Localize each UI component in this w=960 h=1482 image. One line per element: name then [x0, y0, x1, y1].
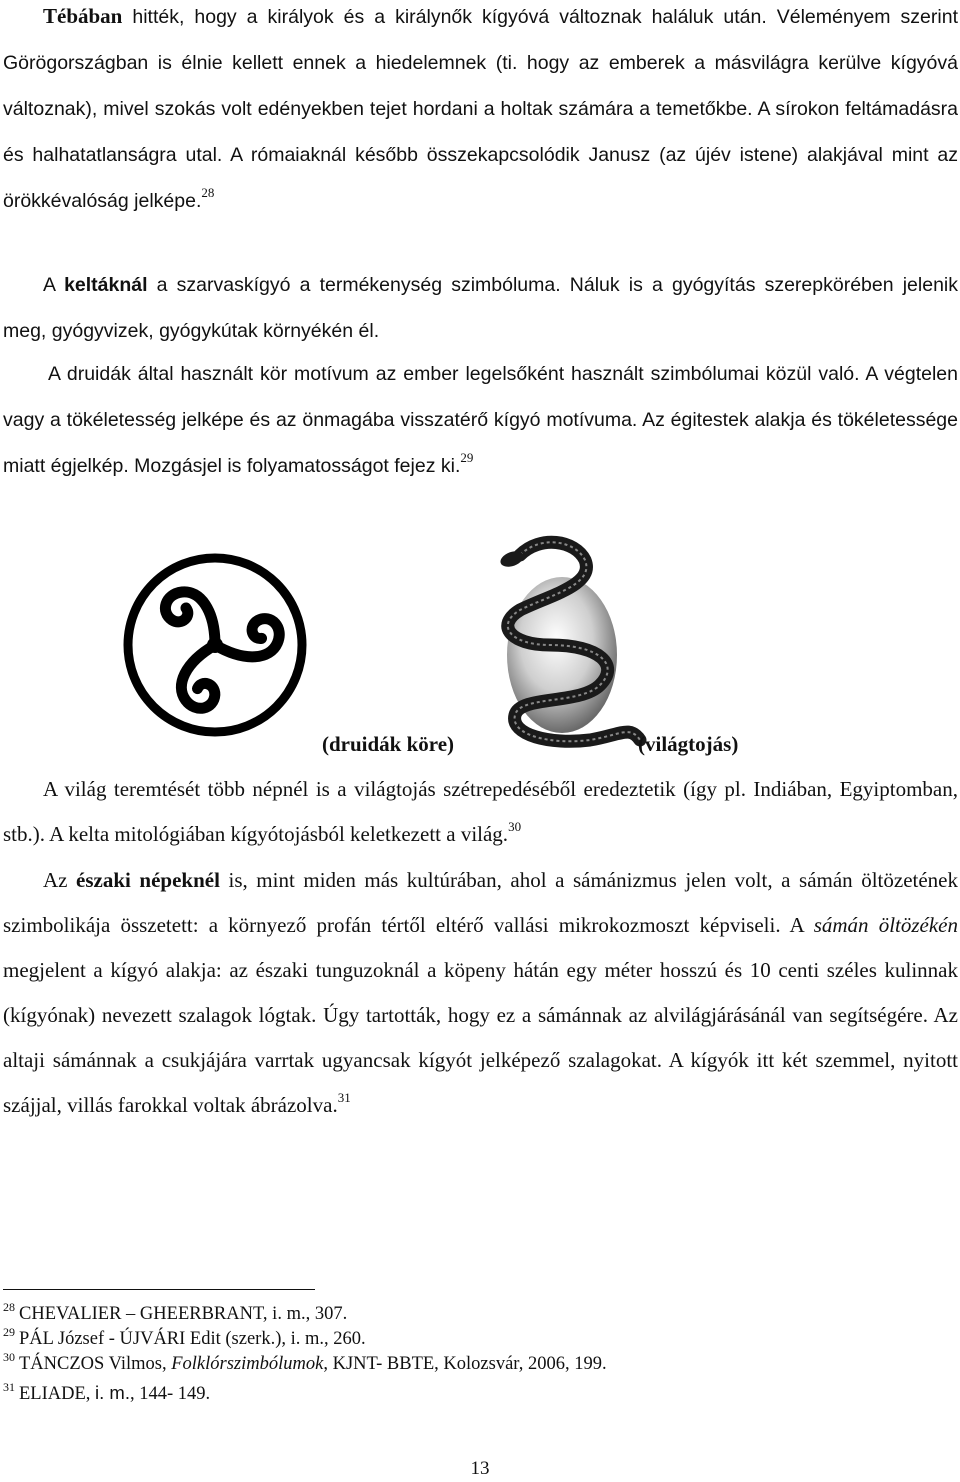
caption-vilagtojas: (világtojás) [638, 732, 739, 756]
footnote-text: PÁL József - ÚJVÁRI Edit (szerk.), i. m., 260. [19, 1329, 366, 1349]
page-number: 13 [470, 1458, 490, 1479]
paragraph-lead: Az [43, 868, 77, 892]
footnote-28 [3, 1299, 348, 1326]
paragraph-text: is, mint miden más kultúrában, ahol a sámánizmus jelen volt, a sámán öltözetének szimbolikája összetett: a környező profán tértől eltérő vallási mikrokozmoszt képviseli. A [3, 868, 959, 937]
footnote-text: , KJNT- BBTE, Kolozsvár, 2006, 199. [323, 1354, 607, 1374]
footnote-ref: 28 [201, 185, 215, 200]
italic-term: sámán öltözékén [813, 913, 958, 937]
bold-term-teba: Tébában [43, 4, 123, 28]
paragraph-text: hitték, hogy a királyok és a királynők kígyóvá változnak haláluk után. Véleményem szerint Görögországban is élnie kellett ennek a hiedelemnek (ti. hogy az emberek a másvilágra kerülve kígyóvá változnak), mivel szokás volt edényekben tejet hordani a holtak számára a temetőkbe. A sírokon feltámadásra és halhatatlanságra utal. A rómaiaknál később összekapcsolódik Janusz (az újév istene) alakjával mint az örökkévalóság jelképe. [3, 6, 958, 212]
paragraph-text: A világ teremtését több népnél is a világtojás szétrepedéséből eredeztetik (így pl. Indiában, Egyiptomban, stb.). A kelta mitológiában kígyótojásból keletkezett a világ. [3, 777, 958, 846]
paragraph-text: megjelent a kígyó alakja: az északi tunguzoknál a köpeny hátán egy méter hosszú és 10 centi széles kulinnak (kígyónak) nevezett szalagok lógtak. Úgy tartották, hogy ez a sámánnak az alvilágjárásánál van segítségére. Az altaji sámánnak a csukjájára varrtak ugyancsak kígyót jelképező szalagokat. A kígyók itt két szemmel, nyitott szájjal, villás farokkal voltak ábrázolva. [3, 958, 958, 1117]
footnote-text: CHEVALIER – GHEERBRANT, i. m., 307. [19, 1304, 348, 1324]
serpent-egg-icon [490, 535, 650, 755]
paragraph-keltak [3, 262, 958, 354]
footnote-ref: 31 [337, 1090, 351, 1105]
paragraph-druidak [3, 351, 958, 489]
footnote-text: ELIADE, [19, 1384, 96, 1404]
footnote-text: TÁNCZOS Vilmos, [19, 1354, 172, 1374]
footnote-number: 29 [3, 1324, 15, 1339]
footnote-30 [3, 1349, 607, 1376]
paragraph-eszaki-nepek [3, 858, 958, 1128]
paragraph-lead: A [43, 274, 65, 296]
footnote-italic: Folklórszimbólumok [171, 1354, 324, 1374]
bold-term-keltak: keltáknál [64, 274, 148, 296]
paragraph-teba [3, 0, 958, 224]
paragraph-vilagtojas [3, 767, 958, 857]
footnote-31 [3, 1381, 210, 1406]
footnote-number: 28 [3, 1299, 15, 1314]
footnote-number: 30 [3, 1349, 15, 1364]
bold-term-eszaki: északi népeknél [76, 868, 220, 892]
footnote-text: , 144- 149. [130, 1384, 211, 1404]
caption-druidak-kore: (druidák köre) [322, 732, 455, 756]
footnote-abbrev: i. m. [95, 1382, 130, 1403]
footnote-ref: 30 [508, 819, 522, 834]
footnote-divider [3, 1289, 315, 1290]
paragraph-text: a szarvaskígyó a termékenység szimbóluma. Náluk is a gyógyítás szerepkörében jelenik meg, gyógyvizek, gyógykútak környékén él. [3, 274, 958, 342]
footnote-ref: 29 [460, 450, 474, 465]
footnote-number: 31 [3, 1379, 15, 1394]
triskele-icon [120, 550, 310, 740]
paragraph-text: A druidák által használt kör motívum az ember legelsőként használt szimbólumai közül való. A végtelen vagy a tökéletesség jelképe és az önmagába visszatérő kígyó motívuma. Az égitestek alakja és tökéletessége miatt égjelkép. Mozgásjel is folyamatosságot fejez ki. [3, 363, 958, 477]
footnote-29 [3, 1324, 366, 1351]
